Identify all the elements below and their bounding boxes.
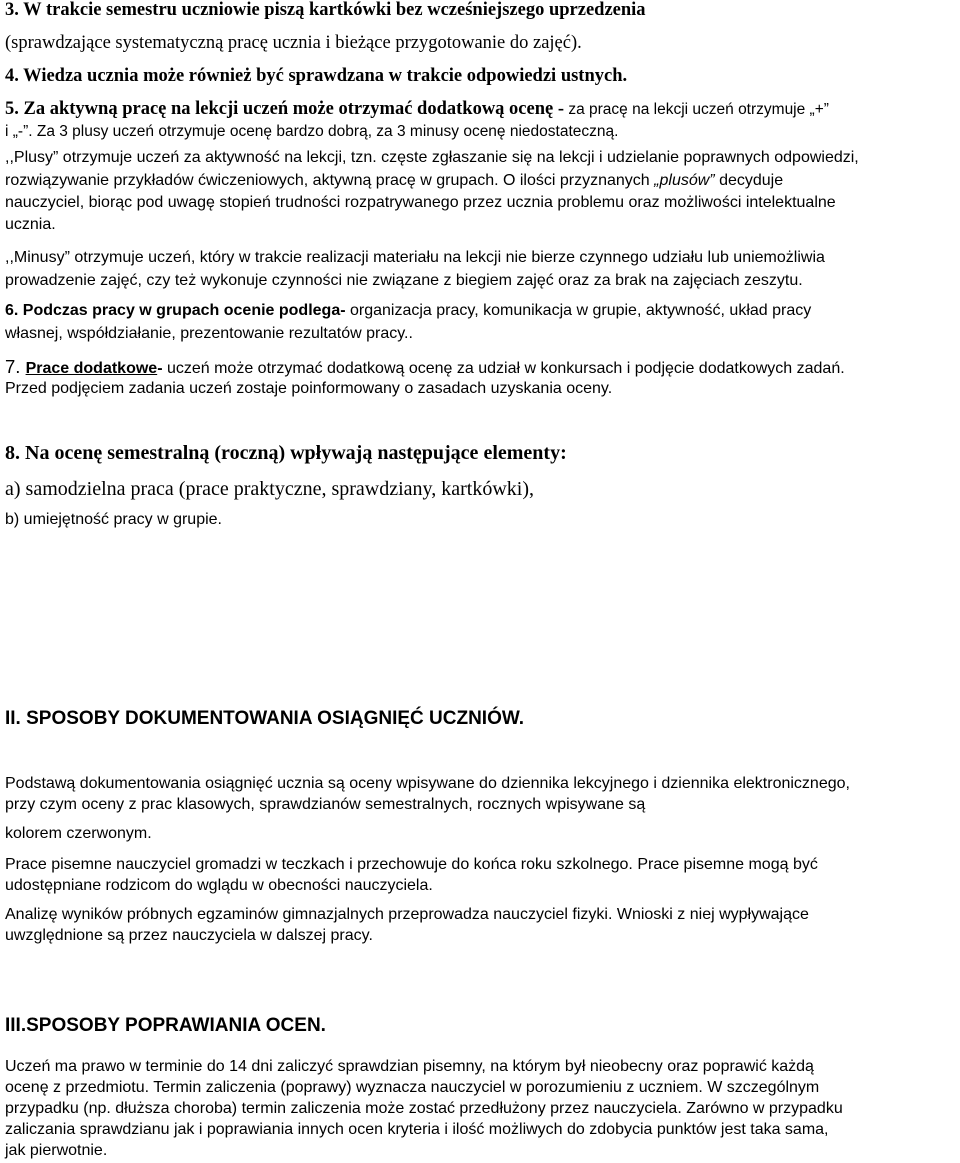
section-2-p2-line-2: udostępniane rodzicom do wglądu w obecności nauczyciela. <box>5 877 433 894</box>
item-5-rest: za pracę na lekcji uczeń otrzymuje „+” <box>564 101 829 118</box>
item-5-line-1 <box>5 100 829 119</box>
section-2-p3-line-2: uwzględnione są przez nauczyciela w dalszej pracy. <box>5 927 373 944</box>
item-7-line-1 <box>5 358 845 377</box>
section-2-p1-line-2: przy czym oceny z prac klasowych, sprawdzianów semestralnych, rocznych wpisywane są <box>5 796 646 813</box>
item-3-line-2: (sprawdzające systematyczną pracę ucznia i bieżące przygotowanie do zajęć). <box>5 33 582 53</box>
section-3-heading: III.SPOSOBY POPRAWIANIA OCEN. <box>5 1015 326 1036</box>
section-2-p3-line-1: Analizę wyników próbnych egzaminów gimnazjalnych przeprowadza nauczyciel fizyki. Wnioski z niej wypływające <box>5 906 809 923</box>
item-3-line-1: 3. W trakcie semestru uczniowie piszą kartkówki bez wcześniejszego uprzedzenia <box>5 0 646 20</box>
section-2-p1-line-1: Podstawą dokumentowania osiągnięć ucznia są oceny wpisywane do dziennika lekcyjnego i dziennika elektronicznego, <box>5 775 850 792</box>
item-8-b: b) umiejętność pracy w grupie. <box>5 511 222 528</box>
section-3-line-2: ocenę z przedmiotu. Termin zaliczenia (poprawy) wyznacza nauczyciel w porozumieniu z uczniem. W szczególnym <box>5 1079 820 1096</box>
item-6-rest: organizacja pracy, komunikacja w grupie, aktywność, układ pracy <box>345 302 812 319</box>
item-7-dash: - <box>157 360 163 377</box>
section-3-line-4: zaliczania sprawdzianu jak i poprawiania innych ocen kryteria i ilość możliwych do zdobycia punktów jest taka sama, <box>5 1121 829 1138</box>
section-2-heading: II. SPOSOBY DOKUMENTOWANIA OSIĄGNIĘĆ UCZNIÓW. <box>5 708 525 729</box>
section-2-p2-line-1: Prace pisemne nauczyciel gromadzi w teczkach i przechowuje do końca roku szkolnego. Prace pisemne mogą być <box>5 856 818 873</box>
section-2-p1-line-3: kolorem czerwonym. <box>5 825 152 842</box>
item-6-line-1 <box>5 303 811 319</box>
item-5-line-2: i „-”. Za 3 plusy uczeń otrzymuje ocenę bardzo dobrą, za 3 minusy ocenę niedostateczną. <box>5 123 619 140</box>
item-4-line-1: 4. Wiedza ucznia może również być sprawdzana w trakcie odpowiedzi ustnych. <box>5 66 628 86</box>
item-8-a: a) samodzielna praca (prace praktyczne, sprawdziany, kartkówki), <box>5 478 534 500</box>
section-3-line-5: jak pierwotnie. <box>5 1142 108 1159</box>
plusy-line-1: ,,Plusy” otrzymuje uczeń za aktywność na lekcji, tzn. częste zgłaszanie się na lekcji i udzielanie poprawnych odpowiedzi, <box>5 149 859 166</box>
item-8-heading: 8. Na ocenę semestralną (roczną) wpływają następujące elementy: <box>5 442 567 464</box>
item-6-bold-lead: 6. Podczas pracy w grupach ocenie podlega- <box>5 302 346 319</box>
item-6-line-2: własnej, współdziałanie, prezentowanie rezultatów pracy.. <box>5 325 413 342</box>
minusy-line-1: ,,Minusy” otrzymuje uczeń, który w trakcie realizacji materiału na lekcji nie bierze czynnego udziału lub uniemożliwia <box>5 249 825 266</box>
minusy-line-2: prowadzenie zajęć, czy też wykonuje czynności nie związane z biegiem zajęć oraz za brak na zajęciach zeszytu. <box>5 272 803 289</box>
item-7-line-2: Przed podjęciem zadania uczeń zostaje poinformowany o zasadach uzyskania oceny. <box>5 380 613 397</box>
item-7-rest: uczeń może otrzymać dodatkową ocenę za udział w konkursach i podjęcie dodatkowych zadań. <box>162 360 845 377</box>
plusy-line-2-text: rozwiązywanie przykładów ćwiczeniowych, aktywną pracę w grupach. O ilości przyznanych <box>5 172 655 189</box>
section-3-line-3: przypadku (np. dłuższa choroba) termin zaliczenia może zostać przedłużony przez nauczyciela. Zarówno w przypadku <box>5 1100 843 1117</box>
item-5-bold-lead: 5. Za aktywną pracę na lekcji uczeń może otrzymać dodatkową ocenę - <box>5 99 565 119</box>
plusy-line-3: nauczyciel, biorąc pod uwagę stopień trudności rozpatrywanego przez ucznia problemu oraz możliwości intelektualne <box>5 194 836 211</box>
plusy-line-4: ucznia. <box>5 216 56 233</box>
plusy-italic: „plusów” <box>654 172 715 189</box>
item-7-number: 7. <box>5 356 26 377</box>
plusy-line-2-end: decyduje <box>714 172 784 189</box>
plusy-line-2 <box>5 173 783 189</box>
item-7-underlined: Prace dodatkowe <box>25 360 158 377</box>
section-3-line-1: Uczeń ma prawo w terminie do 14 dni zaliczyć sprawdzian pisemny, na którym był nieobecny oraz poprawić każdą <box>5 1058 814 1075</box>
